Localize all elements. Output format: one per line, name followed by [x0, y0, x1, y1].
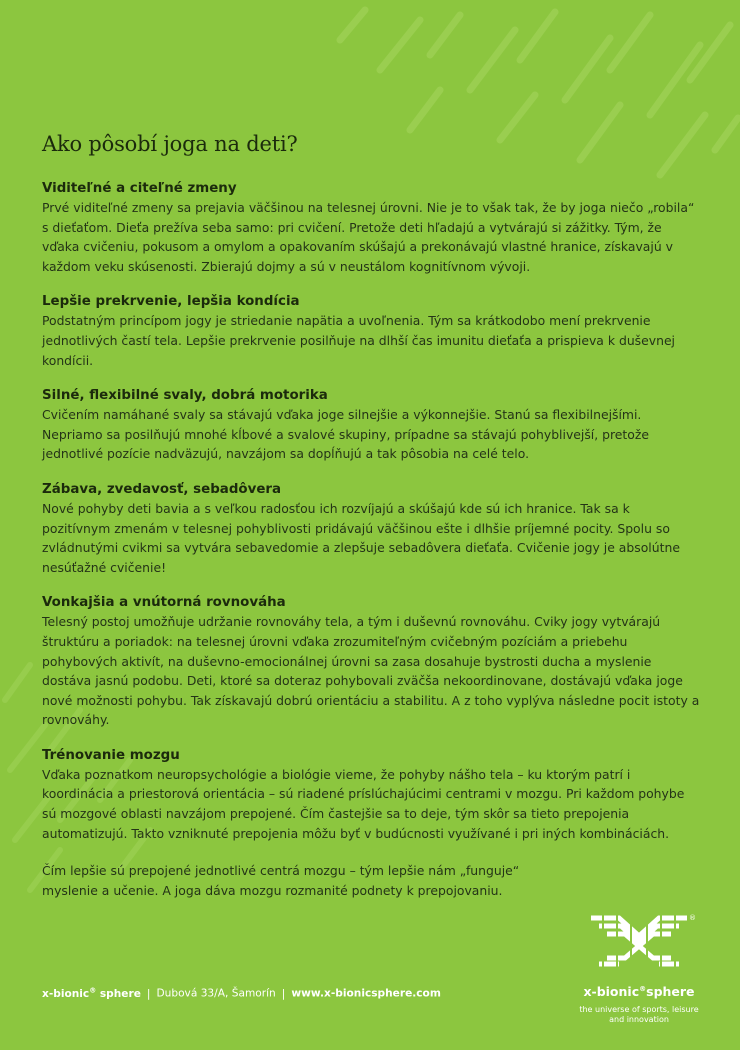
section-heading: Lepšie prekrvenie, lepšia kondícia: [42, 294, 300, 310]
section-list: [42, 181, 702, 843]
section-text: Cvičením namáhané svaly sa stávajú vďaka joge silnejšie a výkonnejšie. Stanú sa flexibilnejšími. Nepriamo sa posilňujú mnohé kĺbové a svalové skupiny, prípadne sa stávajú pohyblivejší, pretože jednotlivé pozície nadväzujú, navzájom sa dopĺňujú a tak pôsobia na celé telo.: [42, 407, 649, 462]
section-heading: Viditeľné a citeľné zmeny: [42, 181, 237, 196]
section: [42, 388, 702, 464]
x-bionic-sphere-logo: [576, 912, 702, 1025]
section: [42, 748, 702, 843]
section: [42, 482, 702, 577]
logo-tagline: the universe of sports, leisure and innovation: [579, 1005, 699, 1024]
logo-brand: x-bionic®sphere: [583, 984, 695, 999]
footer-separator: |: [146, 987, 151, 1000]
section: [42, 294, 702, 370]
x-bionic-logo-icon: [583, 912, 695, 970]
section-heading: Trénovanie mozgu: [42, 747, 180, 763]
section-text: Prvé viditeľné zmeny sa prejavia väčšinou na telesnej úrovni. Nie je to však tak, že by joga niečo „robila“ s dieťaťom. Dieťa prežíva seba samo: pri cvičení. Pretože deti hľadajú a vytvárajú si zážitky. Tým, že vďaka cvičeniu, pokusom a omylom a opakovaním skúšajú a prekonávajú vlastné hranice, získavajú v každom veku skúsenosti. Zbierajú dojmy a sú v neustálom kognitívnom vývoji.: [42, 200, 695, 274]
section-heading: Silné, flexibilné svaly, dobrá motorika: [42, 388, 328, 404]
footer-url[interactable]: www.x-bionicsphere.com: [291, 987, 441, 1000]
svg-text:®: ®: [689, 914, 696, 922]
article: [42, 132, 702, 900]
page-title: Ako pôsobí joga na deti?: [42, 132, 298, 156]
section-heading: Zábava, zvedavosť, sebadôvera: [42, 481, 282, 497]
section: [42, 181, 702, 276]
footer-separator: |: [281, 987, 286, 1000]
section-text: Telesný postoj umožňuje udržanie rovnováhy tela, a tým i duševnú rovnováhu. Cviky jogy vytvárajú štruktúru a poriadok: na telesnej úrovni vďaka zrozumiteľným cvičebným pozíciám a priebehu pohybových aktivít, na duševno-emocionálnej úrovni sa zasa dosahuje bystrosti ducha a myslenie dostáva jasnú podobu. Deti, ktoré sa doteraz pohybovali zväčša nekoordinovane, dostávajú vďaka joge nové možnosti pohybu. Tak získavajú dobrú orientáciu a stabilitu. A z toho vyplýva následne pocit istoty a rovnováhy.: [42, 614, 700, 728]
section-text: Podstatným princípom jogy je striedanie napätia a uvoľnenia. Tým sa krátkodobo mení prekrvenie jednotlivých častí tela. Lepšie prekrvenie posilňuje na dlhší čas imunitu dieťaťa a prispieva k duševnej kondícii.: [42, 313, 676, 368]
footer: [42, 986, 441, 1000]
section: [42, 595, 702, 730]
section-heading: Vonkajšia a vnútorná rovnováha: [42, 595, 286, 611]
footer-address: Dubová 33/A, Šamorín: [156, 987, 276, 1000]
section-text: Nové pohyby deti bavia a s veľkou radosťou ich rozvíjajú a skúšajú kde sú ich hranice. Tak sa k pozitívnym zmenám v telesnej pohyblivosti pridávajú väčšinou ešte i dlhšie príjemné pocity. Spolu so zvládnutými cvikmi sa vytvára sebavedomie a zlepšuje sebadôvera dieťaťa. Cvičenie jogy je absolútne nesúťažné cvičenie!: [42, 500, 680, 575]
closing-paragraph: Čím lepšie sú prepojené jednotlivé centrá mozgu – tým lepšie nám „funguje“ myslenie a učenie. A joga dáva mozgu rozmanité podnety k prepojovaniu.: [42, 863, 520, 898]
section-text: Vďaka poznatkom neuropsychológie a biológie vieme, že pohyby nášho tela – ku ktorým patrí i koordinácia a priestorová orientácia – sú riadené príslúchajúcimi centrami v mozgu. Pri každom pohybe sú mozgové oblasti navzájom prepojené. Čím častejšie sa to deje, tým skôr sa tieto prepojenia automatizujú. Takto vzniknuté prepojenia môžu byť v budúcnosti využívané i pri iných kombináciách.: [42, 766, 685, 841]
footer-brand: x-bionic® sphere: [42, 986, 141, 1000]
